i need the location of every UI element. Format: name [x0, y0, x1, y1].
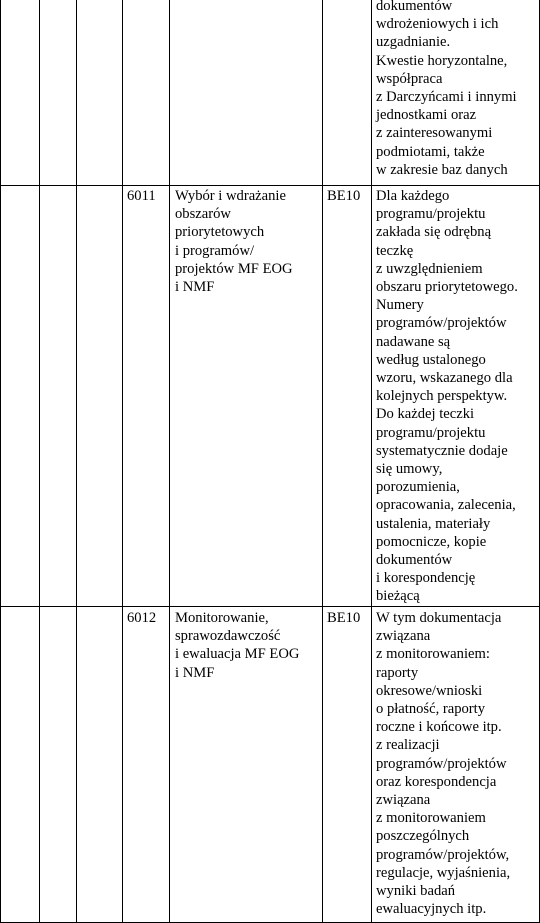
column-divider: [76, 0, 77, 923]
table-row-3-category: BE10: [327, 610, 361, 626]
column-divider: [0, 0, 1, 923]
table-row-2-code: 6011: [127, 188, 156, 204]
row-divider: [0, 606, 540, 607]
table-row-3-code: 6012: [127, 610, 157, 626]
table-row-2-notes: Dla każdego programu/projektu zakłada się odrębną teczkę z uwzględnieniem obszaru priorytetowego. Numery programów/projektów nadawane są według ustalonego wzoru, wskazanego dla kolejnych perspektyw. Do każdej teczki programu/projektu systematycznie dodaje się umowy, porozumienia, opracowania, zalecenia, ustalenia, materiały pomocnicze, kopie dokumentów i korespondencję bieżącą: [376, 188, 518, 605]
row-divider: [0, 185, 540, 186]
table-row-1-notes: dokumentów wdrożeniowych i ich uzgadnianie. Kwestie horyzontalne, współpraca z Darczyńcami i innymi jednostkami oraz z zainteresowanymi podmiotami, także w zakresie baz danych: [376, 0, 517, 178]
column-divider: [122, 0, 123, 923]
column-divider: [371, 0, 372, 923]
table-row-3-notes: W tym dokumentacja związana z monitorowaniem: raporty okresowe/wnioski o płatność, raporty roczne i końcowe itp. z realizacji programów/projektów oraz korespondencja związana z monitorowaniem poszczególnych programów/projektów, regulacje, wyjaśnienia, wyniki badań ewaluacyjnych itp.: [376, 610, 511, 918]
table-row-2-title: Wybór i wdrażanie obszarów priorytetowych i programów/ projektów MF EOG i NMF: [175, 188, 293, 296]
column-divider: [39, 0, 40, 923]
table-row-2-category: BE10: [327, 188, 361, 204]
column-divider: [169, 0, 170, 923]
column-divider: [322, 0, 323, 923]
table-row-3-title: Monitorowanie, sprawozdawczość i ewaluacja MF EOG i NMF: [175, 610, 300, 681]
